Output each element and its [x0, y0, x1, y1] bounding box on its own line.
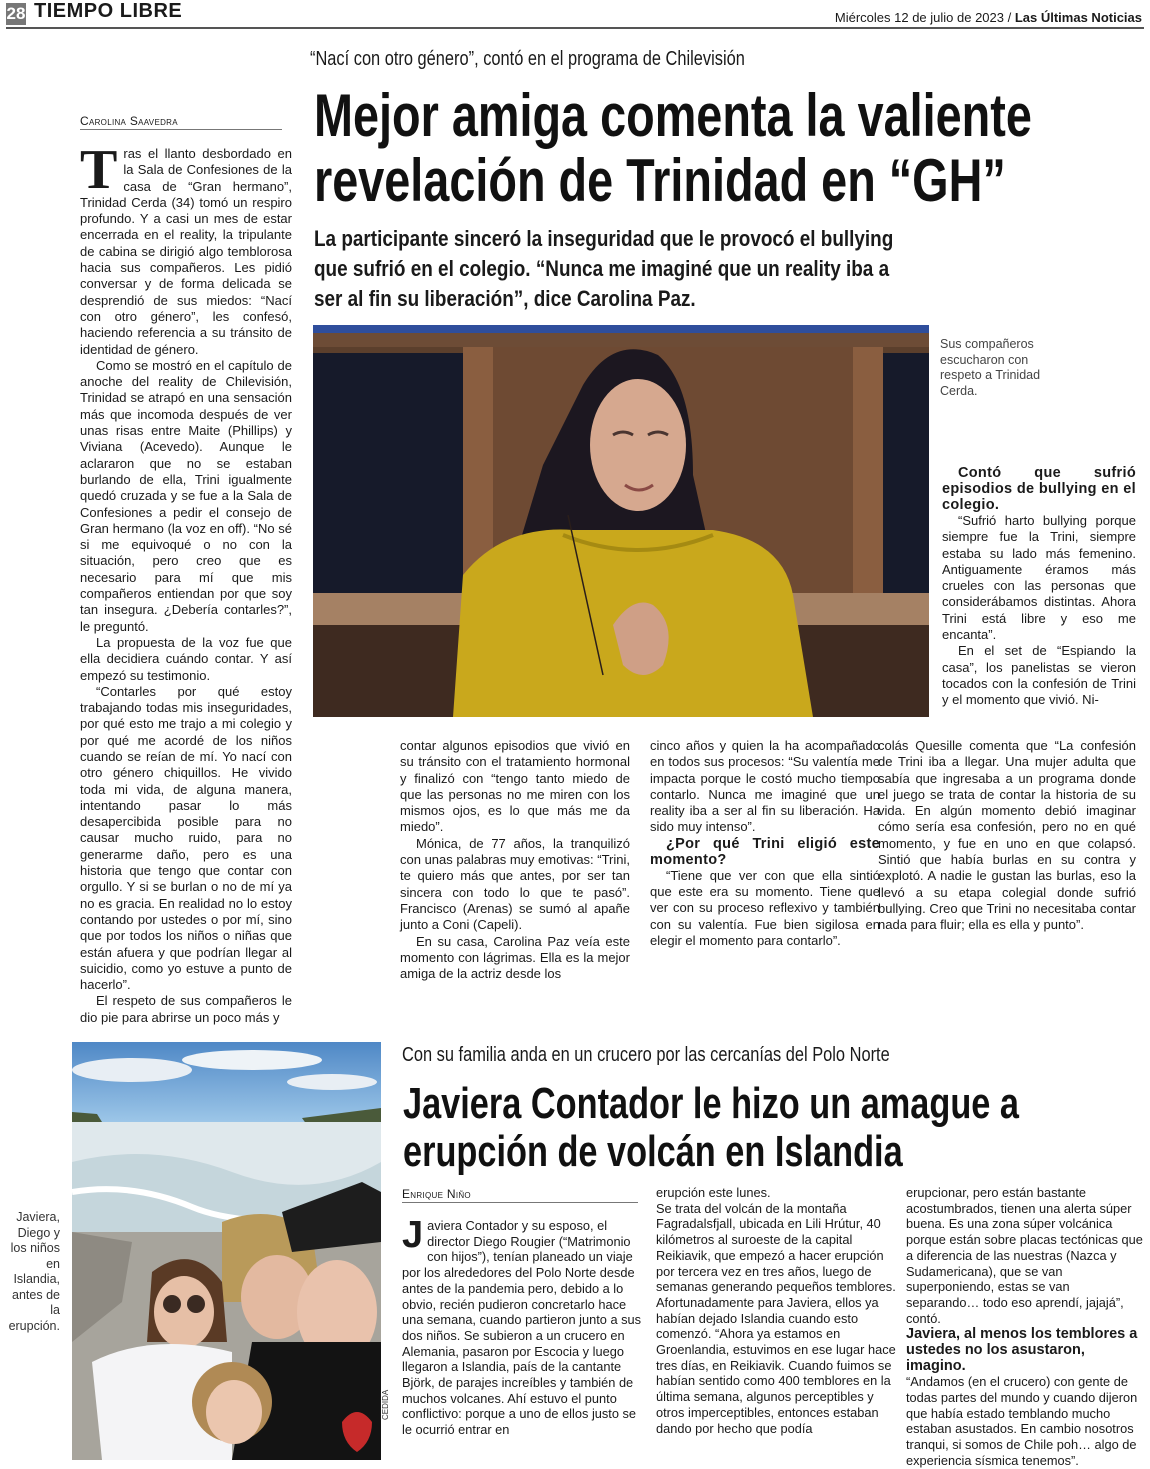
publication-name: Las Últimas Noticias	[1014, 10, 1142, 25]
article1-column-3	[650, 738, 880, 949]
subhead: ¿Por qué Trini eligió este momento?	[650, 835, 880, 868]
article2-column-2	[656, 1185, 901, 1436]
headline-line: erupción de volcán en Islandia	[403, 1126, 903, 1176]
photo-illustration	[313, 325, 929, 717]
article1-dek	[314, 224, 893, 314]
paragraph: Afortunadamente para Javiera, ellos ya habían dejado Islandia cuando esto comenzó. “Ahora ya estamos en Groenlandia, estuvimos en ese lugar hace tres días, en Reikiavik. Cuando fuimos se habían sentido como 400 temblores en la última semana, algunos perceptibles y otros imperceptibles, entonces estaban dando por hecho que podía	[656, 1294, 896, 1436]
article1-byline: Carolina Saavedra	[80, 114, 282, 130]
article2-column-1	[402, 1214, 647, 1438]
article2-byline: Enrique Niño	[402, 1187, 638, 1203]
paragraph: colás Quesille comenta que “La confesión de Trini iba a llegar. Una mujer adulta que sabía que ingresaba a un programa donde el juego se trata de contar la historia de su vida. En algún momento debió imaginar cómo sería esa confesión, pero no en qué momento, y fue en uno en que colapsó. Sintió que había burlas en su contra y explotó. A nadie le gustan las burlas, eso la llevó a su etapa colegial donde sufrió bullying. Creo que Trini no necesitaba contar nada para fluir; ella es ella y punto”.	[878, 738, 1136, 933]
paragraph: “Sufrió harto bullying porque siempre fue la Trini, siempre estaba su lado más femenino. Antiguamente éramos más crueles con las personas que considerábamos distintas. Ahora Trini está libre y eso me encanta”.	[942, 513, 1136, 643]
paragraph: erupcionar, pero están bastante acostumbrados, tienen una alerta súper buena. Es una zona súper volcánica porque están sobre placas tectónicas que a diferencia de las nuestras (Nazca y Sudamericana), que se van superponiendo, estas se van separando… todo eso aprendí, jajajá”, contó.	[906, 1185, 1143, 1326]
paragraph: cinco años y quien la ha acompañado en todos sus procesos: “Su valentía me impacta porque le costó mucho tiempo contarlo. Nunca me imaginé que un reality iba a ser al fin su liberación. Ha sido muy intenso”.	[650, 738, 880, 835]
article2-kicker: Con su familia anda en un crucero por las cercanías del Polo Norte	[402, 1044, 890, 1066]
paragraph: aviera Contador y su esposo, el director Diego Rougier (“Matrimonio con hijos”), tenían planeado un viaje por los alrededores del Polo Norte desde antes de la pandemia pero, debido a lo obvio, recién pudieron concretarlo hace una semana, cuando partieron junto a sus dos niños. Se subieron a un crucero en Alemania, pasaron por Escocia y luego llegaron a Islandia, país de la cantante Björk, de parajes increíbles y también de muchos volcanes. Ahí estuvo el punto conflictivo: porque a uno de ellos justo se le ocurrió entrar en	[402, 1218, 642, 1438]
photo-caption: Sus compañeros escucharon con respeto a Trinidad Cerda.	[940, 337, 1041, 398]
article1-column-1	[80, 139, 292, 1026]
paragraph: Mónica, de 77 años, la tranquilizó con unas palabras muy emotivas: “Trini, te quiero más que antes, por ser tan sincera con todo lo que te pasó”. Francisco (Arenas) se sumó al apañe junto a Coni (Capeli).	[400, 835, 631, 933]
article1-headline	[314, 84, 1032, 214]
page-number: 28	[6, 4, 26, 23]
subhead: Javiera, al menos los temblores a ustedes no los asustaron, imagino.	[906, 1326, 1138, 1375]
paragraph: La propuesta de la voz fue que ella decidiera cuándo contar. Y así empezó su testimonio.	[80, 634, 292, 683]
article1-kicker: “Nací con otro género”, contó en el programa de Chilevisión	[310, 48, 745, 70]
headline-line: revelación de Trinidad en “GH”	[314, 146, 1006, 214]
section-title: TIEMPO LIBRE	[34, 0, 183, 22]
photo-illustration	[72, 1042, 381, 1460]
photo-credit: CEDIDA	[381, 1389, 390, 1420]
trinidad-photo	[313, 325, 929, 717]
paragraph: Como se mostró en el capítulo de anoche del reality de Chilevisión, Trinidad se atrapó en una sensación más que incomoda después de ver unas risas entre Maite (Phillips) y Viviana (Acevedo). Aunque le aclararon que no se estaban burlando de ella, Trini igualmente quedó cruzada y se fue a la Sala de Confesiones a pedir el consejo de Gran hermano (la voz en off). “No sé si me equivoqué o no con la situación, pero creo que es necesario para mí que mis compañeros entiendan por que soy tan insegura. ¿Debería contarles?”, le preguntó.	[80, 357, 292, 634]
dek-line: La participante sinceró la inseguridad que le provocó el bullying	[314, 226, 894, 251]
article1-column-2	[400, 738, 630, 982]
paragraph: “Andamos (en el crucero) con gente de todas partes del mundo y cuando dijeron que había estado temblando mucho estaban asustados. En cambio nosotros tranqui, si somos de Chile poh… algo de experiencia sísmica tenemos”.	[906, 1374, 1138, 1468]
paragraph: erupción este lunes.	[656, 1185, 771, 1200]
paragraph: contar algunos episodios que vivió en su tránsito con el tratamiento hormonal y finalizó con “tengo tanto miedo de que las personas no me miren con los mismos ojos, es lo que más me da miedo”.	[400, 738, 630, 835]
headline-line: Mejor amiga comenta la valiente	[314, 82, 1032, 149]
paragraph: ras el llanto desbordado en la Sala de Confesiones de la casa de “Gran hermano”, Trinidad Cerda (34) tomó un respiro profundo. Y a casi un mes de estar encerrada en el reality, la tripulante de cabina se dirigió algo temblorosa hacia sus compañeros. Les pidió conversar y de forma delicada se desprendió de sus miedos: “Nací con otro género”, les confesó, haciendo referencia a su tránsito de identidad de género.	[80, 146, 292, 357]
paragraph: Se trata del volcán de la montaña Fagradalsfjall, ubicada en Lili Hrútur, 40 kilómetros al suroeste de la capital Reikiavik, que empezó a hacer erupción por tercera vez en tres años, luego de semanas generando pequeños temblores.	[656, 1200, 896, 1295]
photo-caption: Javiera, Diego y los niños en Islandia, antes de la erupción.	[8, 1210, 60, 1333]
dek-line: ser al fin su liberación”, dice Carolina Paz.	[314, 286, 696, 311]
article2-column-3	[906, 1185, 1146, 1469]
paragraph: El respeto de sus compañeros le dio pie para abrirse un poco más y	[80, 993, 292, 1025]
paragraph: En su casa, Carolina Paz veía este momento con lágrimas. Ella es la mejor amiga de la actriz desde los	[400, 933, 630, 982]
article1-column-4-top	[942, 465, 1136, 709]
dropcap: T	[80, 139, 118, 201]
header-rule	[6, 27, 1144, 29]
paragraph: En el set de “Espiando la casa”, los panelistas se vieron tocados con la confesión de Trini y el momento que vivió. Ni-	[942, 643, 1136, 708]
headline-line: Javiera Contador le hizo un amague a	[403, 1079, 1020, 1128]
article2-headline	[403, 1080, 1019, 1175]
date-text: Miércoles 12 de julio de 2023 /	[834, 10, 1015, 25]
dropcap: J	[402, 1214, 424, 1256]
dek-line: que sufrió en el colegio. “Nunca me imaginé que un reality iba a	[314, 256, 890, 281]
paragraph: “Contarles por qué estoy trabajando todas mis inseguridades, por qué esto me trajo a mi colegio y por qué me acordé de los niños cuando se reían de mí. Yo nací con otro género chiquillos. He vivido toda mi vida, de alguna manera, intentando pasar lo más desapercibida posible para no causar mucho ruido, para no generarme daño, pero es una historia que tengo que contar con orgullo. Y si se burlan o no de mí ya no es gracia. En realidad no lo estoy contando por ustedes o por mí, sino que por todos los niños o niñas que están afuera y que podrían llegar al suicidio, como yo estuve a punto de hacerlo”.	[80, 683, 292, 993]
family-photo	[72, 1042, 381, 1460]
article1-column-4-bottom	[878, 738, 1136, 934]
subhead: Contó que sufrió episodios de bullying en el colegio.	[942, 465, 1136, 513]
paragraph: “Tiene que ver con que ella sintió que este era su momento. Tiene que ver con su proceso reflexivo y también con su valentía. Fue bien sigilosa en elegir el momento para contarlo”.	[650, 867, 880, 948]
issue-date	[835, 10, 1142, 25]
